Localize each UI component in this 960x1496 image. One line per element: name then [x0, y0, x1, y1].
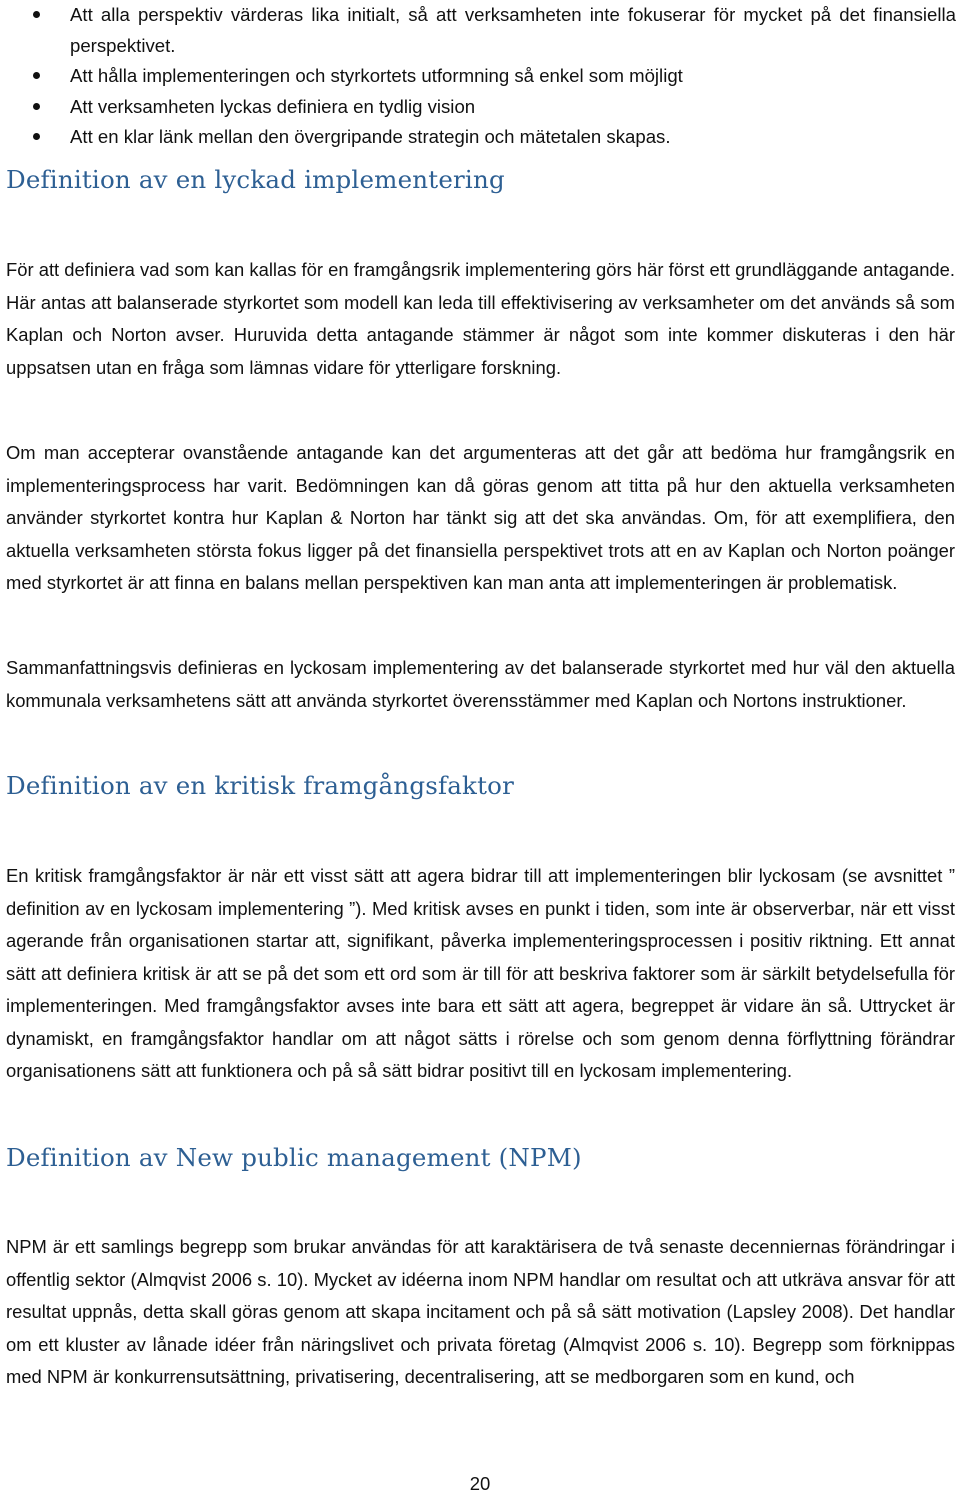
bullet-item: Att alla perspektiv värderas lika initialt, så att verksamheten inte fokuserar för mycket på det finansiella perspektivet. — [0, 0, 960, 61]
bullet-dot-icon — [33, 103, 40, 110]
bullet-item: Att verksamheten lyckas definiera en tydlig vision — [0, 92, 960, 123]
bullet-item: Att hålla implementeringen och styrkortets utformning så enkel som möjligt — [0, 61, 960, 92]
bullet-dot-icon — [33, 11, 40, 18]
heading-lyckad-implementering: Definition av en lyckad implementering — [6, 165, 505, 194]
bullet-dot-icon — [33, 72, 40, 79]
paragraph: NPM är ett samlings begrepp som brukar användas för att karaktärisera de två senaste decenniernas förändringar i offentlig sektor (Almqvist 2006 s. 10). Mycket av idéerna inom NPM handlar om resultat och att utkräva ansvar för att resultat uppnås, detta skall göras genom att skapa incitament och på så sätt motivation (Lapsley 2008). Det handlar om ett kluster av lånade idéer från näringslivet och privata företag (Almqvist 2006 s. 10). Begrepp som förknippas med NPM är konkurrensutsättning, privatisering, decentralisering, att se medborgaren som en kund, och — [6, 1236, 955, 1387]
heading-kritisk-framgangsfaktor: Definition av en kritisk framgångsfaktor — [6, 771, 515, 800]
paragraph: En kritisk framgångsfaktor är när ett visst sätt att agera bidrar till att implementeringen blir lyckosam (se avsnittet ” definition av en lyckosam implementering ”). Med kritisk avses en punkt i tiden, som inte är observerbar, när ett visst agerande från organisationen startar att, signifikant, påverka implementeringsprocessen i positiv riktning. Ett annat sätt att definiera kritisk är att se på det som ett ord som är till för att beskriva faktorer som är särkilt betydelsefulla för implementeringen. Med framgångsfaktor avses inte bara ett sätt att agera, begreppet är vidare än så. Uttrycket är dynamiskt, en framgångsfaktor handlar om att något sätts i rörelse och som genom denna förflyttning förändrar organisationens sätt att funktionera och på så sätt bidrar positivt till en lyckosam implementering. — [6, 865, 955, 1081]
bullet-item: Att en klar länk mellan den övergripande strategin och mätetalen skapas. — [0, 122, 960, 153]
heading-new-public-management: Definition av New public management (NPM) — [6, 1143, 582, 1172]
paragraph: För att definiera vad som kan kallas för en framgångsrik implementering görs här först ett grundläggande antagande. Här antas att balanserade styrkortet som modell kan leda till effektivisering av verksamheter om det används så som Kaplan och Norton avser. Huruvida detta antagande stämmer är något som inte kommer diskuteras i den här uppsatsen utan en fråga som lämnas vidare för ytterligare forskning. — [6, 259, 955, 378]
bullet-list — [0, 0, 960, 153]
paragraph: Om man accepterar ovanstående antagande kan det argumenteras att det går att bedöma hur framgångsrik en implementeringsprocess har varit. Bedömningen kan då göras genom att titta på hur den aktuella verksamheten använder styrkortet kontra hur Kaplan & Norton har tänkt sig att det ska användas. Om, för att exemplifiera, den aktuella verksamheten största fokus ligger på det finansiella perspektivet trots att en av Kaplan och Norton poänger med styrkortet är att finna en balans mellan perspektiven kan man anta att implementeringen är problematisk. — [6, 442, 955, 593]
paragraph: Sammanfattningsvis definieras en lyckosam implementering av det balanserade styrkortet med hur väl den aktuella kommunala verksamhetens sätt att använda styrkortet överensstämmer med Kaplan och Nortons instruktioner. — [6, 657, 955, 711]
bullet-dot-icon — [33, 133, 40, 140]
page-number: 20 — [469, 1473, 491, 1494]
